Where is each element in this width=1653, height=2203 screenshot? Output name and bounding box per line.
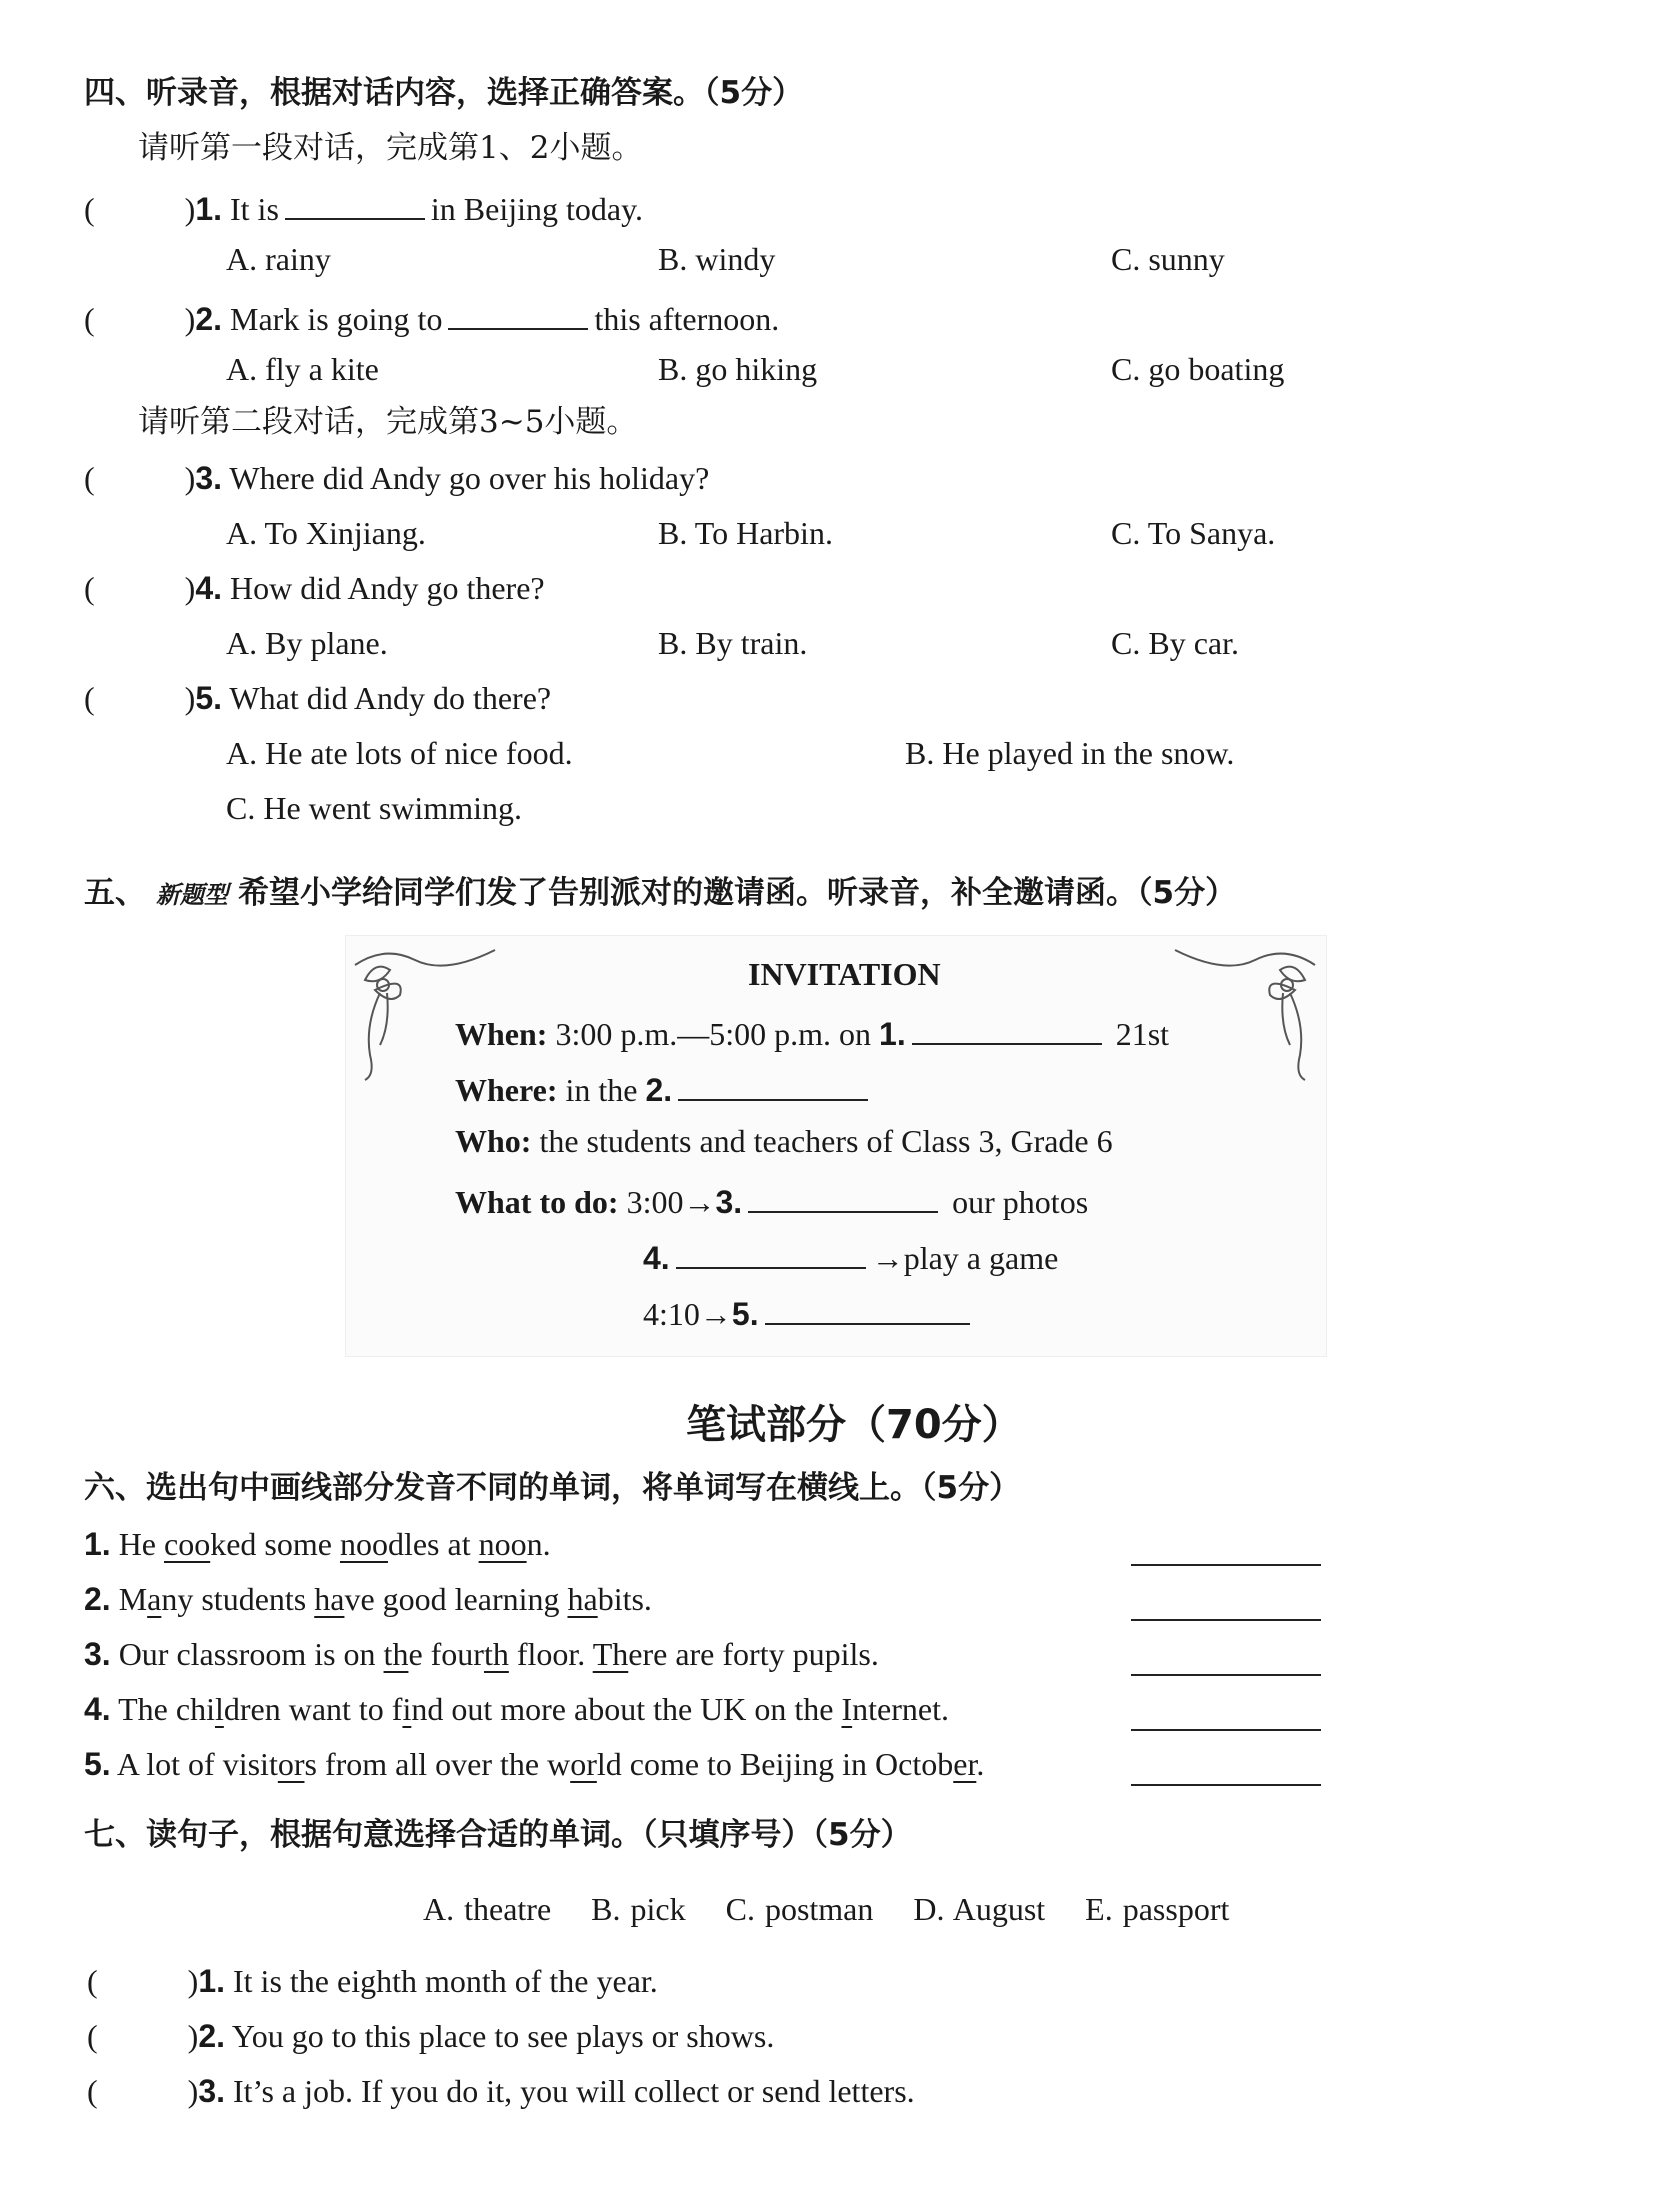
section5-heading [84,875,1237,911]
s4-q5 [84,682,551,714]
s6-item [84,1638,879,1670]
sentence-part: M [118,1581,148,1617]
q-number: 1. [195,191,222,227]
answer-bracket[interactable]: ( ) [84,680,196,716]
answer-line[interactable] [1131,1727,1321,1731]
option-b: B. windy [658,241,776,277]
underlined-part: l [214,1691,224,1727]
answer-line[interactable] [1131,1672,1321,1676]
answer-bracket[interactable]: ( ) [87,1963,199,1999]
s7-q3 [87,2075,915,2107]
sentence-part: nd out more about the UK on the [411,1691,842,1727]
answer-line[interactable] [1131,1562,1321,1566]
underlined-part: or [570,1746,597,1782]
option-a: A. rainy [226,241,331,277]
invitation-item5 [643,1293,976,1330]
ribbon-right-icon [1165,935,1325,1085]
word-option: A. theatre [423,1891,552,1927]
blank-number: 1. [879,1016,906,1052]
s6-item [84,1693,949,1725]
answer-blank[interactable] [912,1013,1102,1045]
sentence-part: s from all over the w [304,1746,571,1782]
heading-prefix: 五、 [84,875,146,911]
answer-blank[interactable] [448,298,588,330]
ribbon-left-icon [345,935,505,1085]
option-b: B. By train. [658,625,808,661]
option-a: A. To Xinjiang. [226,515,426,551]
q-number: 3. [198,2073,225,2109]
q-number: 5. [84,1746,111,1782]
answer-bracket[interactable]: ( ) [84,570,196,606]
answer-line[interactable] [1131,1617,1321,1621]
q-number: 5. [195,680,222,716]
sentence-part: dren want to f [223,1691,403,1727]
s7-q1 [87,1965,658,1997]
word-bank [423,1893,1229,1925]
answer-bracket[interactable]: ( ) [84,191,196,227]
heading-text: 希望小学给同学们发了告别派对的邀请函。听录音，补全邀请函。（5分） [238,875,1237,911]
who-label: Who: [455,1123,532,1159]
option-a: A. By plane. [226,625,388,661]
underlined-part: I [841,1691,853,1727]
s4-q2 [84,298,779,335]
sentence-part: n. [526,1526,551,1562]
question-text: It is the eighth month of the year. [233,1963,658,1999]
option-a: A. fly a kite [226,351,379,387]
option-c: C. sunny [1111,241,1225,277]
question-text: What did Andy do there? [229,680,552,716]
question-text: You go to this place to see plays or shows. [231,2018,775,2054]
answer-blank[interactable] [748,1181,938,1213]
word-option: E. passport [1085,1891,1230,1927]
option-b: B. go hiking [658,351,818,387]
option-c: C. He went swimming. [226,790,522,826]
blank-number: 2. [645,1072,673,1108]
what-label: What to do: [455,1184,619,1220]
sentence-part: ere are forty pupils. [628,1636,879,1672]
q-number: 2. [84,1581,111,1617]
underlined-part: or [277,1746,305,1782]
sentence-part: . [976,1746,985,1782]
invitation-who [455,1125,1113,1157]
sentence-part: dles at [387,1526,479,1562]
invitation-what [455,1181,1088,1218]
section4-heading: 四、听录音，根据对话内容，选择正确答案。（5分） [84,75,804,111]
sentence-part: ld come to Beijing in Octob [596,1746,954,1782]
question-text: How did Andy go there? [230,570,545,606]
q-number: 4. [84,1691,111,1727]
invitation-where [455,1069,874,1106]
sentence-part: ny students [161,1581,315,1617]
what-time: 4:10→ [643,1296,732,1332]
underlined-part: Th [592,1636,629,1672]
new-type-tag: 新题型 [156,880,228,909]
sentence-part: He [118,1526,164,1562]
sentence-part: ked some [210,1526,340,1562]
word-option: B. pick [591,1891,686,1927]
when-label: When: [455,1016,548,1052]
answer-bracket[interactable]: ( ) [84,460,196,496]
sentence-part: Our classroom is on [118,1636,384,1672]
q-number: 4. [195,570,222,606]
sentence-part: The chi [118,1691,215,1727]
invitation-title: INVITATION [748,956,941,992]
q-number: 1. [198,1963,225,1999]
where-label: Where: [455,1072,558,1108]
sentence-part: A lot of visit [116,1746,278,1782]
answer-blank[interactable] [765,1293,970,1325]
what-time: 3:00→ [626,1184,716,1220]
who-text: the students and teachers of Class 3, Grade 6 [539,1123,1113,1159]
question-text-after: this afternoon. [594,301,780,337]
s4-q4 [84,572,545,604]
s4-q1 [84,188,643,225]
q-number: 3. [84,1636,111,1672]
question-text: Mark is going to [230,301,443,337]
sentence-part: e four [408,1636,484,1672]
underlined-part: ha [314,1581,345,1617]
when-text: 3:00 p.m.—5:00 p.m. on [555,1016,872,1052]
s7-q2 [87,2020,774,2052]
q-number: 3. [195,460,222,496]
question-text: Where did Andy go over his holiday? [229,460,710,496]
answer-blank[interactable] [676,1237,866,1269]
option-b: B. He played in the snow. [905,735,1235,771]
answer-blank[interactable] [678,1069,868,1101]
underlined-part: coo [164,1526,211,1562]
answer-line[interactable] [1131,1782,1321,1786]
question-text: It’s a job. If you do it, you will collect or send letters. [233,2073,915,2109]
underlined-part: th [483,1636,509,1672]
underlined-part: noo [478,1526,527,1562]
answer-bracket[interactable]: ( ) [84,301,196,337]
underlined-part: i [402,1691,412,1727]
sentence-part: bits. [597,1581,652,1617]
blank-number: 3. [715,1184,743,1220]
what-after: our photos [952,1184,1089,1220]
sentence-part: ve good learning [344,1581,568,1617]
where-text: in the [565,1072,638,1108]
q-number: 2. [195,301,222,337]
s4-q3 [84,462,709,494]
underlined-part: er [953,1746,977,1782]
q-number: 1. [84,1526,111,1562]
what-after: →play a game [871,1240,1059,1276]
sentence-part: floor. [508,1636,593,1672]
section7-heading: 七、读句子，根据句意选择合适的单词。（只填序号）（5分） [84,1817,912,1853]
word-option: D. August [913,1891,1046,1927]
invitation-when [455,1013,1169,1050]
blank-number: 4. [643,1240,670,1276]
s6-item [84,1528,551,1560]
sentence-part: nternet. [852,1691,949,1727]
s6-item [84,1748,984,1780]
answer-blank[interactable] [285,188,425,220]
section6-heading: 六、选出句中画线部分发音不同的单词，将单词写在横线上。（5分） [84,1470,1021,1506]
option-c: C. To Sanya. [1111,515,1276,551]
question-text: It is [230,191,279,227]
underlined-part: th [383,1636,409,1672]
option-c: C. go boating [1111,351,1285,387]
blank-number: 5. [731,1296,759,1332]
underlined-part: a [147,1581,162,1617]
invitation-item4 [643,1237,1058,1274]
section4-intro2: 请听第二段对话，完成第3~5小题。 [138,404,638,440]
answer-bracket[interactable]: ( ) [87,2073,199,2109]
section4-intro1: 请听第一段对话，完成第1、2小题。 [138,130,643,166]
answer-bracket[interactable]: ( ) [87,2018,199,2054]
option-c: C. By car. [1111,625,1239,661]
when-after: 21st [1115,1016,1170,1052]
q-number: 2. [198,2018,225,2054]
option-b: B. To Harbin. [658,515,833,551]
written-section-title: 笔试部分（70分） [686,1402,1022,1448]
underlined-part: ha [567,1581,598,1617]
question-text-after: in Beijing today. [430,191,644,227]
s6-item [84,1583,652,1615]
underlined-part: noo [339,1526,388,1562]
option-a: A. He ate lots of nice food. [226,735,573,771]
word-option: C. postman [725,1891,874,1927]
